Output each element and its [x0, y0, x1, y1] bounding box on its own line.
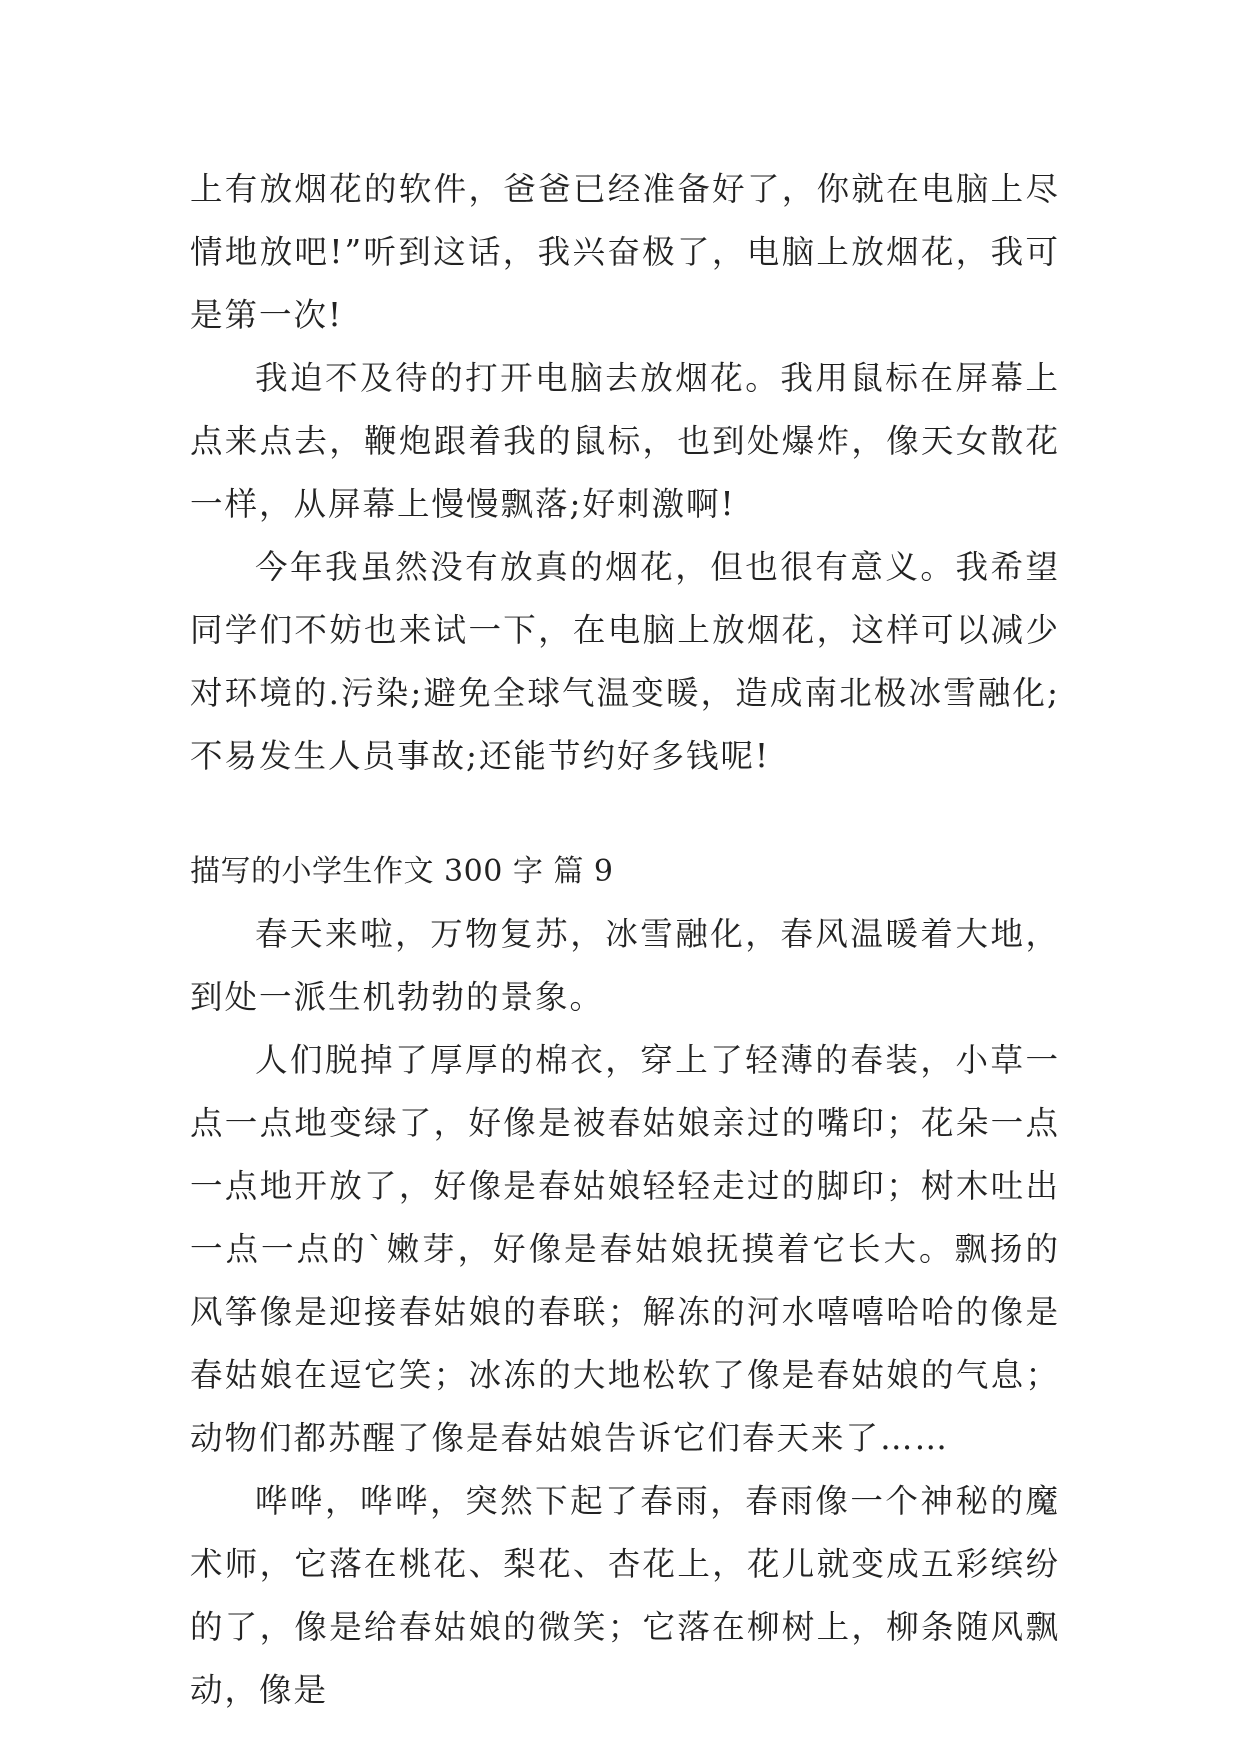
- paragraph-continuation: 上有放烟花的软件，爸爸已经准备好了，你就在电脑上尽情地放吧!”听到这话，我兴奋极了，电脑上放烟花，我可是第一次!: [190, 170, 1060, 334]
- paragraph: 春天来啦，万物复苏，冰雪融化，春风温暖着大地，到处一派生机勃勃的景象。: [190, 915, 1060, 1016]
- document-body: [190, 158, 1060, 1722]
- paragraph: 人们脱掉了厚厚的棉衣，穿上了轻薄的春装，小草一点一点地变绿了，好像是被春姑娘亲过的嘴印；花朵一点一点地开放了，好像是春姑娘轻轻走过的脚印；树木吐出一点一点的`嫩芽，好像是春姑娘抚摸着它长大。飘扬的风筝像是迎接春姑娘的春联；解冻的河水嘻嘻哈哈的像是春姑娘在逗它笑；冰冻的大地松软了像是春姑娘的气息；动物们都苏醒了像是春姑娘告诉它们春天来了……: [190, 1041, 1060, 1457]
- paragraph: 哗哗，哗哗，突然下起了春雨，春雨像一个神秘的魔术师，它落在桃花、梨花、杏花上，花儿就变成五彩缤纷的了，像是给春姑娘的微笑；它落在柳树上，柳条随风飘动，像是: [190, 1482, 1060, 1709]
- paragraph: 我迫不及待的打开电脑去放烟花。我用鼠标在屏幕上点来点去，鞭炮跟着我的鼠标，也到处爆炸，像天女散花一样，从屏幕上慢慢飘落;好刺激啊!: [190, 359, 1060, 523]
- paragraph: 今年我虽然没有放真的烟花，但也很有意义。我希望同学们不妨也来试一下，在电脑上放烟花，这样可以减少对环境的.污染;避免全球气温变暖，造成南北极冰雪融化;不易发生人员事故;还能节约好多钱呢!: [190, 548, 1060, 775]
- section-title: 描写的小学生作文 300 字 篇 9: [190, 854, 614, 889]
